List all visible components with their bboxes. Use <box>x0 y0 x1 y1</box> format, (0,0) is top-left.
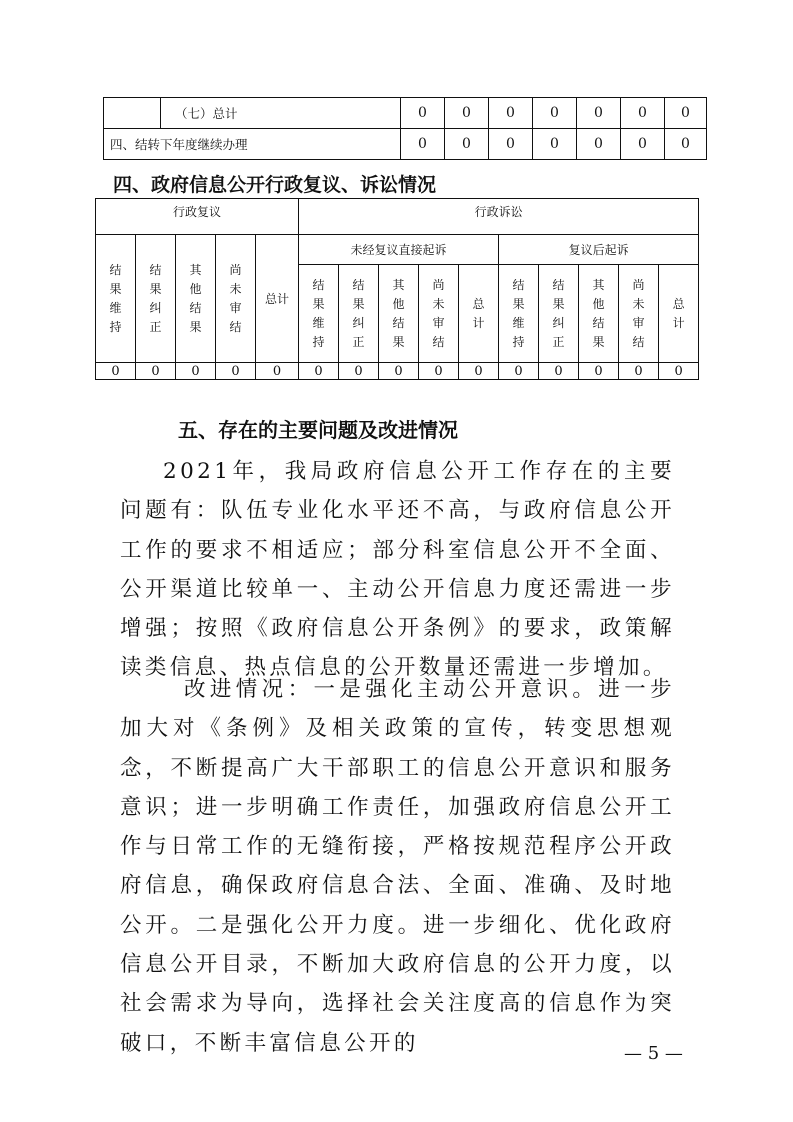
section5-heading: 五、存在的主要问题及改进情况 <box>178 418 458 442</box>
table-cell: 0 <box>533 129 577 160</box>
page-number: — 5 — <box>624 1043 683 1064</box>
col-header-corrected: 结果纠正 <box>136 235 176 363</box>
col-header-other: 其他结果 <box>379 265 419 363</box>
col-header-maintained: 结果维持 <box>499 265 539 363</box>
table-cell: 0 <box>176 363 216 380</box>
table-cell: 0 <box>665 98 707 129</box>
table-cell-empty <box>104 98 161 129</box>
table-cell: 0 <box>577 129 621 160</box>
table-row <box>96 363 699 380</box>
improvements-paragraph: 改进情况：一是强化主动公开意识。进一步加大对《条例》及相关政策的宣传，转变思想观念，不断提高广大干部职工的信息公开意识和服务意识；进一步明确工作责任，加强政府信息公开工作与日常工作的无缝衔接，严格按规范程序公开政府信息，确保政府信息合法、全面、准确、及时地公开。二是强化公开力度。进一步细化、优化政府信息公开目录，不断加大政府信息的公开力度，以社会需求为导向，选择社会关注度高的信息作为突破口，不断丰富信息公开的 <box>120 677 675 1056</box>
section4-heading: 四、政府信息公开行政复议、诉讼情况 <box>113 174 437 196</box>
direct-suit-header: 未经复议直接起诉 <box>299 235 499 265</box>
table-cell: 0 <box>401 129 445 160</box>
after-review-suit-header: 复议后起诉 <box>499 235 699 265</box>
col-header-pending: 尚未审结 <box>419 265 459 363</box>
table-cell: 0 <box>401 98 445 129</box>
table-row <box>104 129 707 160</box>
col-header-corrected: 结果纠正 <box>339 265 379 363</box>
table-cell: 0 <box>136 363 176 380</box>
col-header-other: 其他结果 <box>176 235 216 363</box>
table-row <box>104 98 707 129</box>
table-cell: 0 <box>533 98 577 129</box>
table-cell: 0 <box>489 98 533 129</box>
table-cell: 0 <box>419 363 459 380</box>
review-litigation-table <box>95 198 699 380</box>
table-cell: 0 <box>539 363 579 380</box>
table-cell: 0 <box>256 363 299 380</box>
table-cell: 0 <box>489 129 533 160</box>
table-cell: 0 <box>445 98 489 129</box>
row-label: 四、结转下年度继续办理 <box>104 129 401 160</box>
col-header-pending: 尚未审结 <box>619 265 659 363</box>
col-header-maintained: 结果维持 <box>96 235 136 363</box>
table-cell: 0 <box>459 363 499 380</box>
table-cell: 0 <box>379 363 419 380</box>
table-row <box>96 235 699 265</box>
table-cell: 0 <box>216 363 256 380</box>
col-header-total: 总计 <box>459 265 499 363</box>
col-header-maintained: 结果维持 <box>299 265 339 363</box>
col-header-pending: 尚未审结 <box>216 235 256 363</box>
table-cell: 0 <box>621 98 665 129</box>
table-cell: 0 <box>619 363 659 380</box>
col-header-total: 总计 <box>256 235 299 363</box>
table-cell: 0 <box>579 363 619 380</box>
table-cell: 0 <box>577 98 621 129</box>
summary-table <box>103 97 707 160</box>
col-header-total: 总计 <box>659 265 699 363</box>
table-row <box>96 199 699 235</box>
col-header-corrected: 结果纠正 <box>539 265 579 363</box>
table-cell: 0 <box>339 363 379 380</box>
admin-review-header: 行政复议 <box>96 199 299 235</box>
table-cell: 0 <box>659 363 699 380</box>
col-header-other: 其他结果 <box>579 265 619 363</box>
table-cell: 0 <box>665 129 707 160</box>
table-cell: 0 <box>445 129 489 160</box>
table-cell: 0 <box>96 363 136 380</box>
table-cell: 0 <box>499 363 539 380</box>
row-label: （七）总计 <box>161 98 401 129</box>
litigation-header: 行政诉讼 <box>299 199 699 235</box>
problems-paragraph: 2021年，我局政府信息公开工作存在的主要问题有：队伍专业化水平还不高，与政府信息公开工作的要求不相适应；部分科室信息公开不全面、公开渠道比较单一、主动公开信息力度还需进一步增强；按照《政府信息公开条例》的要求，政策解读类信息、热点信息的公开数量还需进一步增加。 <box>120 459 675 681</box>
table-cell: 0 <box>299 363 339 380</box>
table-cell: 0 <box>621 129 665 160</box>
